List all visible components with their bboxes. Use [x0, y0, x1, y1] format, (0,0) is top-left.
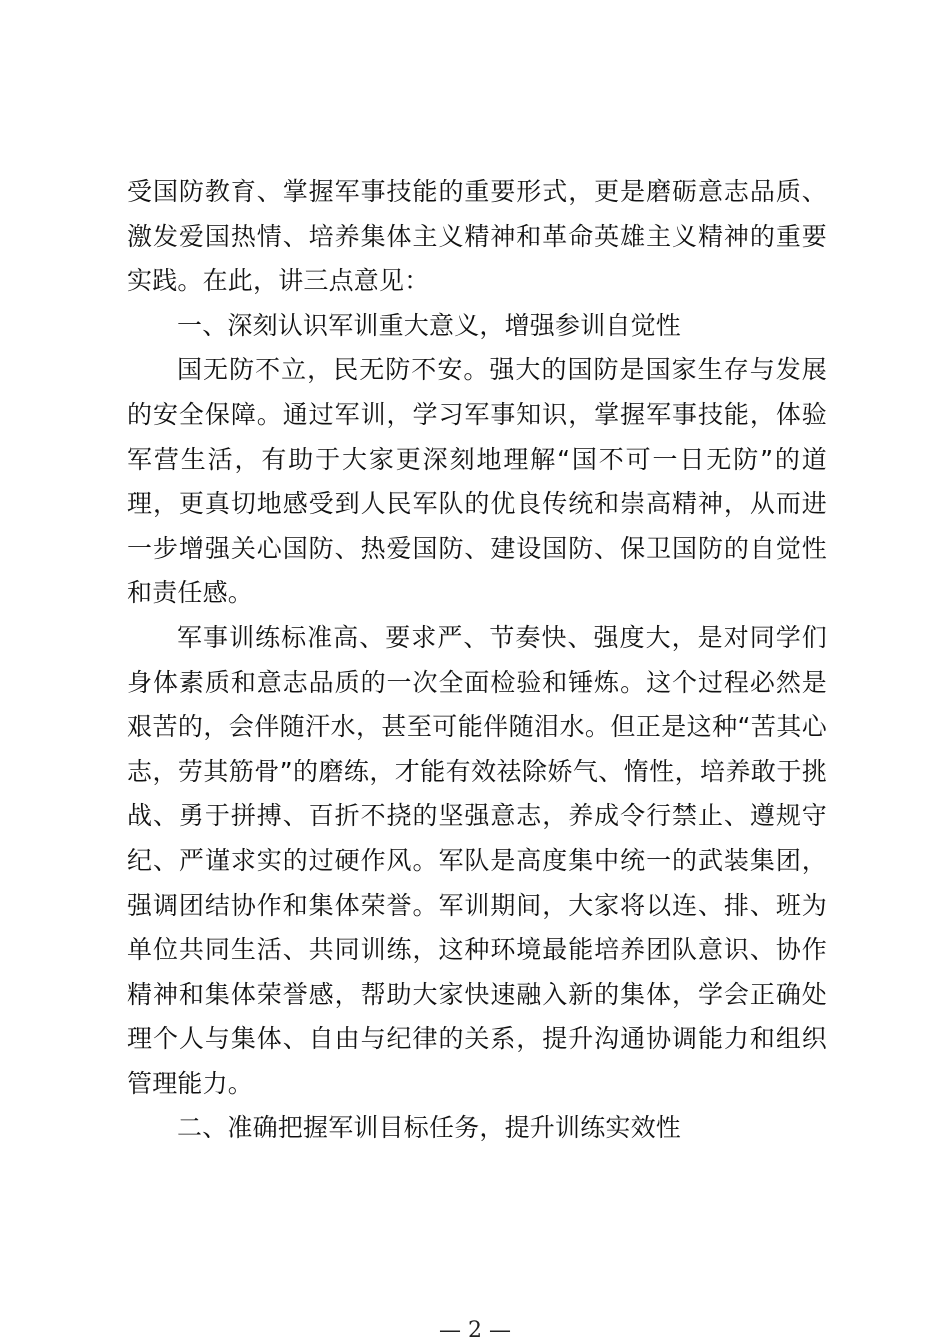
paragraph-military-training: 军事训练标准高、要求严、节奏快、强度大，是对同学们身体素质和意志品质的一次全面检验和锤炼。这个过程必然是艰苦的，会伴随汗水，甚至可能伴随泪水。但正是这种“苦其心志，劳其筋骨”的磨练，才能有效祛除娇气、惰性，培养敢于挑战、勇于拼搏、百折不挠的坚强意志，养成令行禁止、遵规守纪、严谨求实的过硬作风。军队是高度集中统一的武装集团，强调团结协作和集体荣誉。军训期间，大家将以连、排、班为单位共同生活、共同训练，这种环境最能培养团队意识、协作精神和集体荣誉感，帮助大家快速融入新的集体，学会正确处理个人与集体、自由与纪律的关系，提升沟通协调能力和组织管理能力。	[127, 622, 827, 1098]
paragraph-intro-continued: 受国防教育、掌握军事技能的重要形式，更是磨砺意志品质、激发爱国热情、培养集体主义精神和革命英雄主义精神的重要实践。在此，讲三点意见：	[127, 177, 827, 296]
section-heading-2: 二、准确把握军训目标任务，提升训练实效性	[177, 1113, 682, 1143]
paragraph-national-defense: 国无防不立，民无防不安。强大的国防是国家生存与发展的安全保障。通过军训，学习军事知识，掌握军事技能，体验军营生活，有助于大家更深刻地理解“国不可一日无防”的道理，更真切地感受到人民军队的优良传统和崇高精神，从而进一步增强关心国防、热爱国防、建设国防、保卫国防的自觉性和责任感。	[127, 355, 827, 608]
section-heading-1: 一、深刻认识军训重大意义，增强参训自觉性	[177, 310, 682, 340]
document-body	[127, 170, 827, 1151]
page-number: — 2 —	[439, 1318, 511, 1343]
